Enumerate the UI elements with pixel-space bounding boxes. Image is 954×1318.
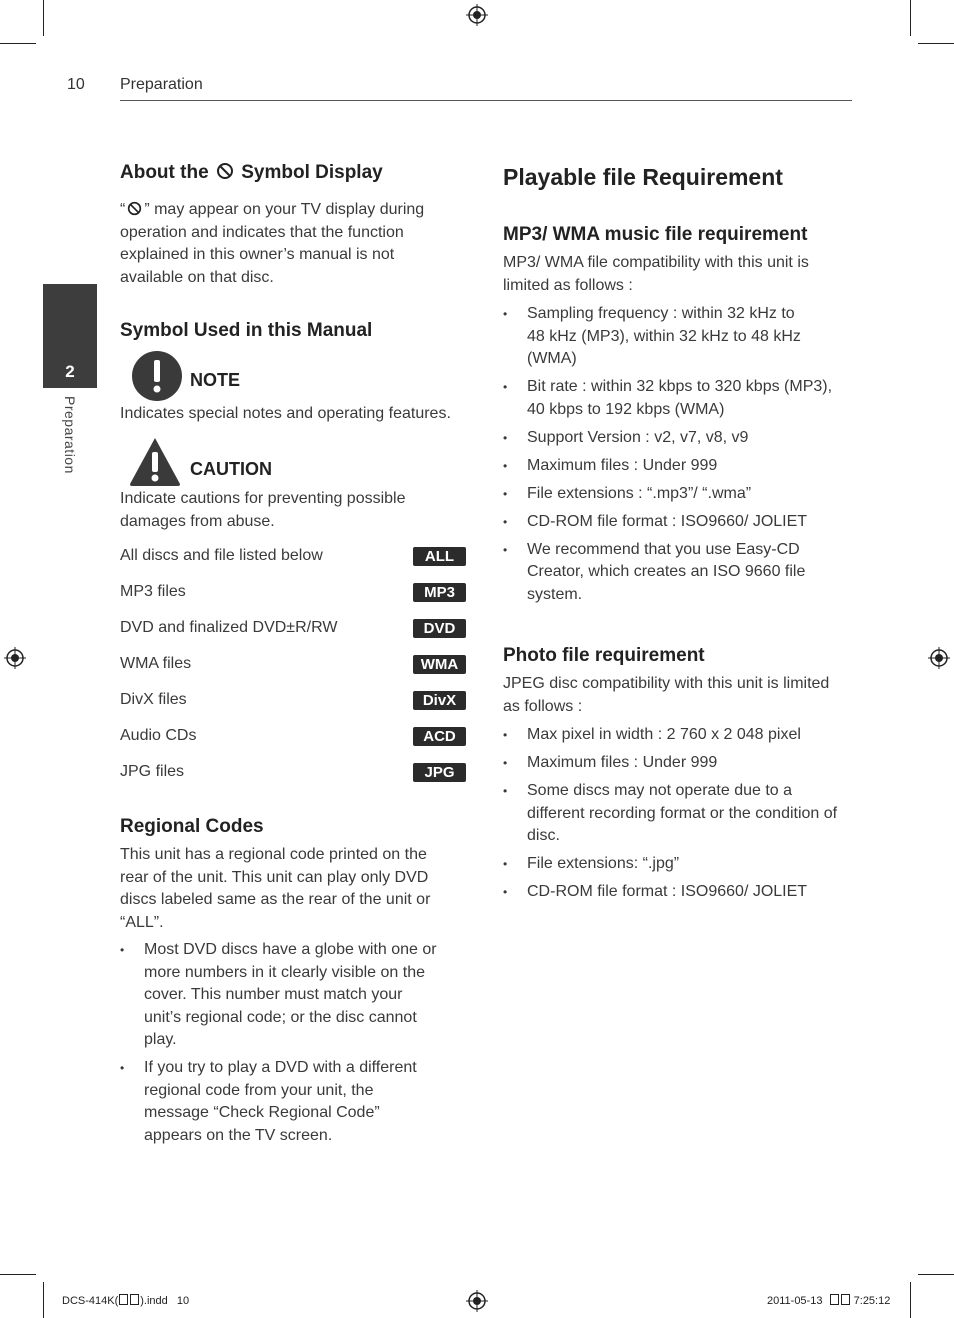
photo-heading: Photo file requirement (503, 645, 705, 666)
note-description: Indicates special notes and operating features. (120, 405, 451, 422)
page-number: 10 (67, 76, 85, 93)
list-item: • Most DVD discs have a globe with one or more numbers in it clearly visible on the cover. This number must match your unit’s regional code; or the disc cannot play. (120, 939, 440, 1052)
symbol-row-divx (120, 689, 466, 711)
symbol-row-wma (120, 653, 466, 675)
disc-badge: MP3 (413, 583, 466, 602)
paragraph-line: available on that disc. (120, 268, 274, 286)
footer-timestamp (767, 1294, 890, 1307)
glyph-placeholder-icon (119, 1294, 128, 1305)
paragraph-line: rear of the unit. This unit can play only DVD (120, 868, 429, 886)
crop-mark (0, 43, 36, 44)
crop-mark (43, 0, 44, 36)
regional-codes-paragraph (120, 844, 465, 934)
about-symbol-paragraph (120, 199, 460, 289)
glyph-placeholder-icon (830, 1294, 839, 1305)
footer-file-tail: ).indd 10 (140, 1295, 190, 1307)
disc-badge: DVD (413, 619, 466, 638)
registration-mark-icon (466, 1290, 488, 1312)
disc-badge: JPG (413, 763, 466, 782)
symbol-row-dvd (120, 617, 466, 639)
paragraph-line: JPEG disc compatibility with this unit is limited (503, 675, 830, 692)
note-exclamation-icon (131, 350, 183, 402)
footer-time: 7:25:12 (853, 1295, 891, 1307)
regional-codes-heading: Regional Codes (120, 816, 264, 837)
note-label: NOTE (190, 370, 241, 390)
quote-open: “ (120, 201, 126, 218)
crop-mark (918, 1274, 954, 1275)
registration-mark-icon (4, 647, 26, 669)
paragraph-line: damages from abuse. (120, 512, 275, 530)
caution-triangle-icon (129, 436, 181, 488)
glyph-placeholder-icon (130, 1294, 139, 1305)
list-item: • Support Version : v2, v7, v8, v9 (503, 427, 843, 450)
list-item: • Maximum files : Under 999 (503, 455, 843, 478)
list-item: • If you try to play a DVD with a different regional code from your unit, the message “Check Regional Code” appears on the TV screen. (120, 1057, 440, 1147)
photo-bullets (503, 724, 848, 909)
symbol-row-acd (120, 725, 466, 747)
list-item: • We recommend that you use Easy-CD Creator, which creates an ISO 9660 file system. (503, 539, 843, 607)
disc-badge: DivX (413, 691, 466, 710)
disc-badge: ALL (413, 547, 466, 566)
paragraph-line: “ALL”. (120, 913, 164, 931)
photo-intro (503, 673, 853, 718)
list-item: • Max pixel in width : 2 760 x 2 048 pixel (503, 724, 848, 747)
crop-mark (910, 1282, 911, 1318)
mp3-wma-bullets (503, 303, 843, 612)
symbol-row-jpg (120, 761, 466, 783)
mp3-wma-heading: MP3/ WMA music file requirement (503, 224, 808, 245)
symbol-row-label: DivX files (120, 691, 187, 708)
paragraph-line: limited as follows : (503, 276, 633, 294)
symbol-row-label: Audio CDs (120, 727, 197, 744)
symbol-row-label: DVD and finalized DVD±R/RW (120, 619, 338, 636)
chapter-number: 2 (65, 362, 75, 381)
list-item: • CD-ROM file format : ISO9660/ JOLIET (503, 511, 843, 534)
paragraph-line (120, 199, 460, 222)
list-item: • Maximum files : Under 999 (503, 752, 848, 775)
symbol-used-heading: Symbol Used in this Manual (120, 320, 373, 341)
paragraph-line: discs labeled same as the rear of the unit or (120, 891, 431, 908)
symbol-row-label: JPG files (120, 763, 185, 780)
crop-mark (43, 1282, 44, 1318)
list-item: • File extensions : “.mp3”/ “.wma” (503, 483, 843, 506)
paragraph-line: Indicate cautions for preventing possible (120, 490, 406, 507)
list-item: • Bit rate : within 32 kbps to 320 kbps (MP3), 40 kbps to 192 kbps (WMA) (503, 376, 843, 421)
crop-mark (910, 0, 911, 36)
caution-label: CAUTION (190, 459, 272, 479)
line-text: ” may appear on your TV display during (144, 201, 425, 218)
paragraph-line: as follows : (503, 697, 583, 715)
list-item: • Some discs may not operate due to a different recording format or the condition of disc. (503, 780, 848, 848)
crop-mark (918, 43, 954, 44)
paragraph-line: operation and indicates that the function (120, 223, 404, 241)
mp3-wma-intro (503, 252, 853, 297)
crop-mark (0, 1274, 36, 1275)
regional-codes-bullets (120, 939, 440, 1153)
heading-text: Symbol Display (241, 162, 383, 183)
about-symbol-heading (120, 162, 383, 184)
symbol-row-mp3 (120, 581, 466, 603)
header-rule (120, 100, 852, 101)
chapter-label: Preparation (62, 396, 78, 474)
paragraph-line: MP3/ WMA file compatibility with this unit is (503, 254, 809, 271)
paragraph-line: explained in this owner’s manual is not (120, 246, 395, 263)
heading-text: About the (120, 162, 209, 183)
footer-file-text: DCS-414K( (62, 1295, 119, 1307)
glyph-placeholder-icon (841, 1294, 850, 1305)
disc-badge: WMA (413, 655, 466, 674)
footer-date: 2011-05-13 (767, 1295, 823, 1307)
prohibited-icon (216, 162, 234, 180)
caution-description (120, 488, 460, 533)
registration-mark-icon (466, 4, 488, 26)
symbol-row-label: WMA files (120, 655, 192, 672)
list-item: • File extensions: “.jpg” (503, 853, 848, 876)
registration-mark-icon (928, 647, 950, 669)
list-item: • CD-ROM file format : ISO9660/ JOLIET (503, 881, 848, 904)
footer-filename (62, 1294, 189, 1307)
symbol-row-all (120, 545, 466, 567)
paragraph-line: This unit has a regional code printed on the (120, 846, 427, 863)
symbol-row-label: All discs and file listed below (120, 547, 323, 564)
prohibited-icon (127, 201, 142, 216)
list-item: • Sampling frequency : within 32 kHz to 48 kHz (MP3), within 32 kHz to 48 kHz (WMA) (503, 303, 843, 371)
symbol-row-label: MP3 files (120, 583, 186, 600)
running-header: Preparation (120, 76, 203, 93)
page-title: Playable file Requirement (503, 164, 783, 190)
disc-badge: ACD (413, 727, 466, 746)
